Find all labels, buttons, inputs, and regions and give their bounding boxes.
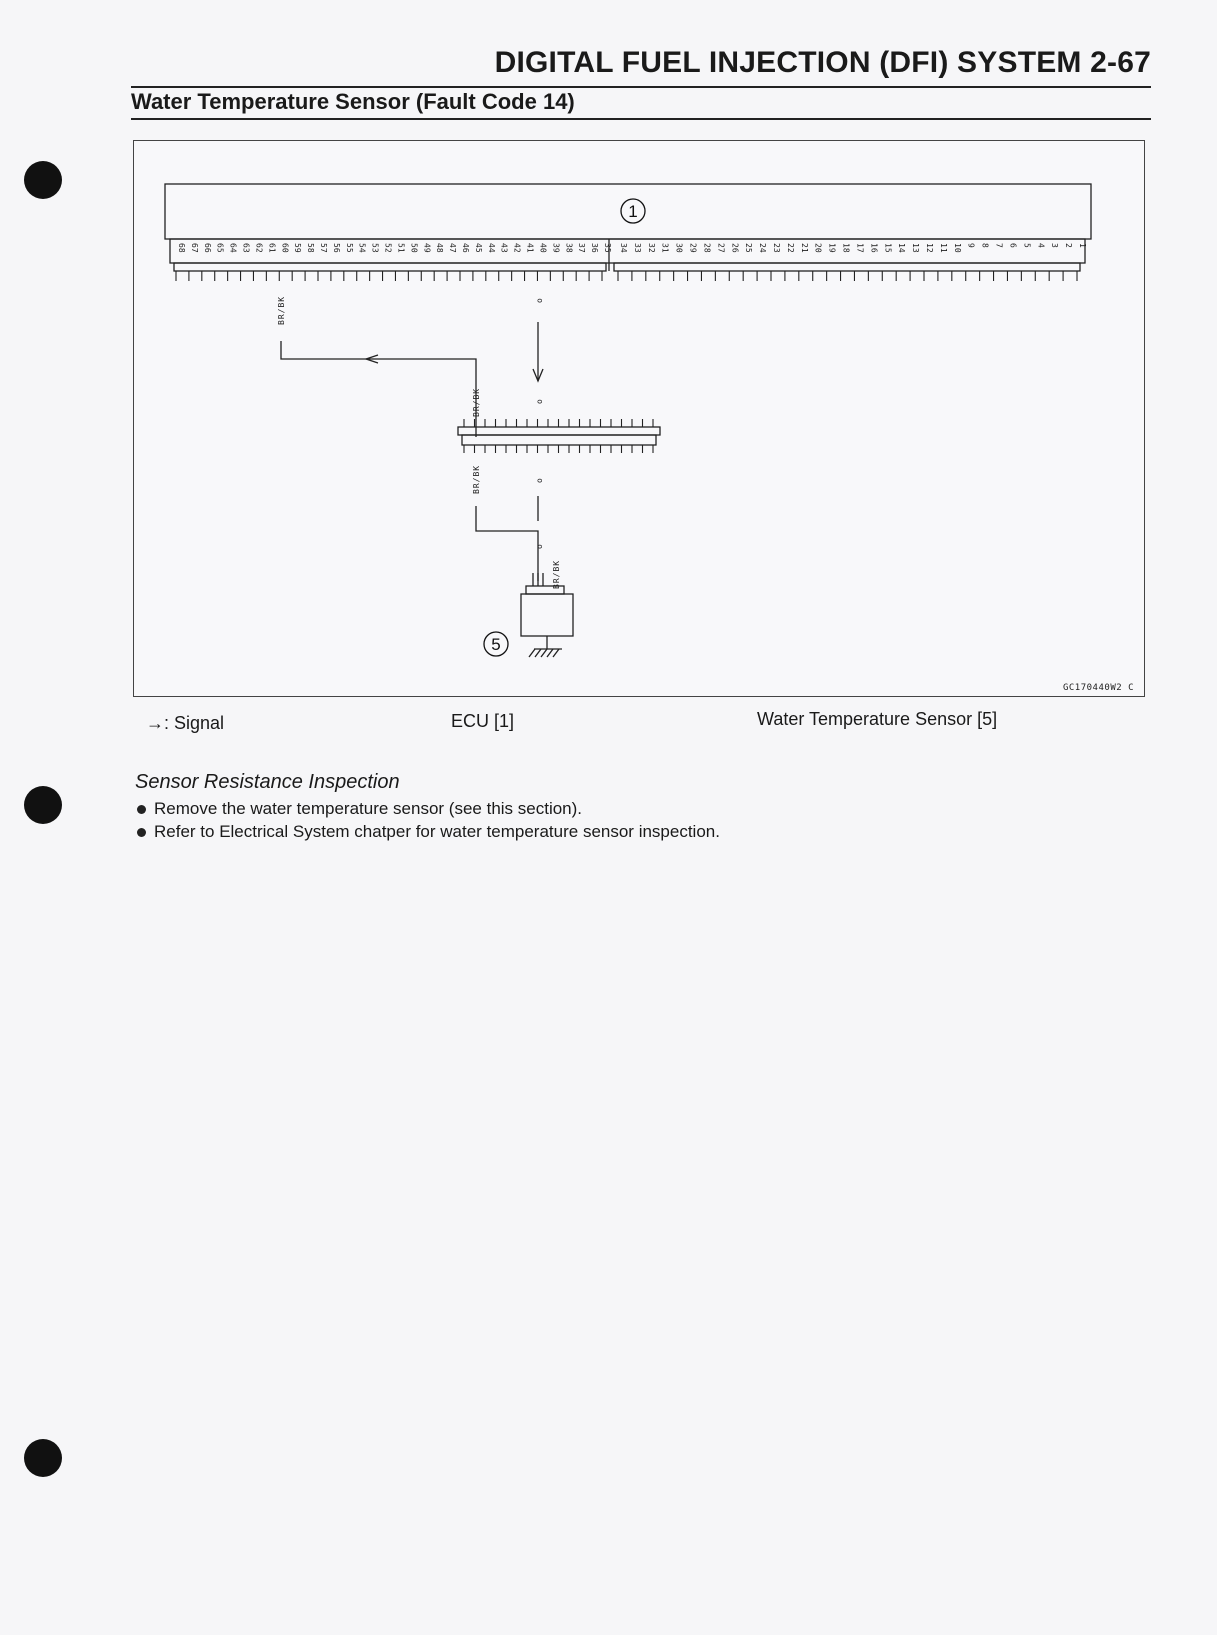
ecu-pin-label: 52 — [383, 243, 393, 253]
ecu-pin-label: 62 — [254, 243, 264, 253]
inspection-bullet — [137, 820, 733, 866]
bullet-text: Remove the water temperature sensor (see this section). — [154, 799, 583, 818]
ecu-pin-label: 65 — [215, 243, 225, 253]
ecu-pin-label: 26 — [730, 243, 740, 253]
ecu-pin-label: 57 — [319, 243, 328, 253]
ecu-pin-label: 31 — [660, 243, 670, 253]
section-rule — [131, 118, 1151, 120]
ecu-connector-tab-right — [614, 263, 1080, 271]
ecu-pin-label: 64 — [228, 243, 238, 253]
ecu-pin-label: 30 — [674, 243, 684, 253]
ecu-pin-label: 12 — [925, 243, 934, 253]
ecu-pin-label: 39 — [551, 243, 561, 253]
ecu-pin-label: 63 — [241, 243, 251, 253]
ecu-pin-label: 67 — [189, 243, 199, 253]
ecu-connector-tab-left — [174, 263, 606, 271]
legend-signal: →: Signal — [146, 713, 225, 733]
ecu-pin-label: 51 — [396, 243, 406, 253]
ecu-pin-label: 66 — [202, 243, 212, 253]
page-header-title: DIGITAL FUEL INJECTION (DFI) SYSTEM 2-67 — [494, 46, 1151, 79]
ecu-pin-label: 19 — [827, 243, 837, 253]
ecu-pin-label: 1 — [1078, 243, 1087, 248]
header-rule — [131, 86, 1151, 88]
ecu-pin-label: 28 — [702, 243, 712, 253]
ecu-pin-label: 59 — [293, 243, 303, 253]
ecu-pin-label: 54 — [357, 243, 367, 253]
ecu-pin-label: 14 — [897, 243, 907, 253]
ecu-pin-label: 20 — [813, 243, 823, 253]
ecu-pin-label: 41 — [525, 243, 535, 253]
section-title: Water Temperature Sensor (Fault Code 14) — [131, 89, 575, 114]
ecu-pin-label: 32 — [646, 243, 656, 253]
ecu-pin-label: 46 — [461, 243, 470, 253]
bullet-text: Refer to Electrical System chatper for water temperature sensor inspection. — [154, 822, 720, 841]
ecu-pin-label: 25 — [744, 243, 754, 253]
ecu-pin-label: 42 — [512, 243, 522, 253]
joint-connector-ticks-top — [464, 419, 653, 427]
ecu-callout-number: 1 — [628, 202, 638, 221]
wire-label-joint-upper: BR/BK — [472, 387, 481, 417]
ecu-pin-ticks — [176, 271, 1077, 281]
terminal-mark-joint-lower: o — [535, 477, 544, 483]
ecu-pin-label: 47 — [448, 243, 458, 253]
wiring-diagram — [133, 140, 1145, 697]
punch-hole-bottom — [24, 1439, 62, 1477]
joint-connector-lower — [462, 435, 656, 445]
terminal-mark-joint-upper: o — [535, 398, 544, 404]
wire-label-sensor: BR/BK — [552, 559, 561, 589]
joint-connector-ticks-bottom — [464, 445, 653, 453]
ecu-pin-label: 11 — [938, 243, 948, 253]
ecu-pin-label: 18 — [841, 243, 851, 253]
ecu-pin-label: 21 — [799, 243, 809, 253]
ecu-pin-label: 4 — [1036, 243, 1046, 248]
punch-hole-top — [24, 161, 62, 199]
legend-sensor: Water Temperature Sensor [5] — [757, 709, 998, 729]
ecu-pin-label: 40 — [538, 243, 548, 253]
ecu-pin-label: 37 — [577, 243, 587, 253]
ecu-pin-label: 16 — [869, 243, 879, 253]
ecu-pin-label: 45 — [473, 243, 483, 253]
ecu-pin-label: 9 — [966, 243, 976, 248]
ecu-pin-label: 2 — [1064, 243, 1074, 248]
ecu-pin-label: 23 — [772, 243, 781, 253]
bullet-icon — [137, 828, 146, 837]
water-temperature-sensor-body — [521, 594, 573, 636]
ecu-pin-label: 38 — [564, 243, 574, 253]
ecu-pin-label: 48 — [435, 243, 445, 253]
legend-ecu: ECU [1] — [451, 711, 515, 731]
ecu-pin-label: 10 — [952, 243, 962, 253]
ecu-pin-label: 36 — [590, 243, 600, 253]
wire-label-ecu: BR/BK — [277, 295, 286, 325]
inspection-bullet — [137, 797, 737, 820]
ecu-pin-label: 33 — [632, 243, 642, 253]
ecu-pin-label: 60 — [280, 243, 290, 253]
ecu-pin-label: 13 — [911, 243, 921, 253]
ecu-pin-label: 24 — [758, 243, 768, 253]
ecu-pin-label: 8 — [980, 243, 990, 248]
ecu-pin-label: 22 — [785, 243, 795, 253]
ecu-pin-label: 7 — [994, 243, 1004, 248]
ecu-pin-label: 3 — [1050, 243, 1060, 248]
sensor-callout-number: 5 — [491, 635, 501, 654]
ecu-pin-label: 5 — [1022, 243, 1032, 248]
bullet-icon — [137, 805, 146, 814]
wire-ecu-to-joint — [281, 341, 476, 437]
ecu-pin-label: 55 — [344, 243, 354, 253]
terminal-mark-ecu: o — [535, 297, 544, 303]
ecu-pin-label: 43 — [499, 243, 509, 253]
terminal-mark-sensor: o — [535, 543, 544, 549]
ecu-pin-label: 50 — [409, 243, 419, 253]
ecu-pin-label: 17 — [855, 243, 865, 253]
ecu-pin-label: 58 — [306, 243, 316, 253]
ecu-pin-label: 35 — [603, 243, 612, 253]
ecu-pin-label: 68 — [177, 243, 186, 253]
ecu-pin-label: 34 — [619, 243, 628, 253]
ecu-pin-label: 44 — [486, 243, 496, 253]
ecu-pin-label: 56 — [331, 243, 341, 253]
ecu-pin-label: 15 — [883, 243, 893, 253]
ecu-pin-label: 53 — [370, 243, 380, 253]
ecu-pin-label: 61 — [267, 243, 277, 253]
wire-label-joint-lower: BR/BK — [472, 464, 481, 494]
joint-connector — [458, 427, 660, 435]
inspection-heading: Sensor Resistance Inspection — [135, 771, 400, 793]
ecu-pin-label: 49 — [422, 243, 432, 253]
drawing-code: GC170440W2 C — [1062, 683, 1134, 693]
ecu-pin-label: 6 — [1008, 243, 1018, 248]
punch-hole-middle — [24, 786, 62, 824]
ecu-pin-labels — [177, 243, 1087, 253]
wire-joint-to-sensor — [476, 506, 538, 581]
ecu-pin-label: 27 — [716, 243, 726, 253]
ecu-pin-label: 29 — [688, 243, 698, 253]
